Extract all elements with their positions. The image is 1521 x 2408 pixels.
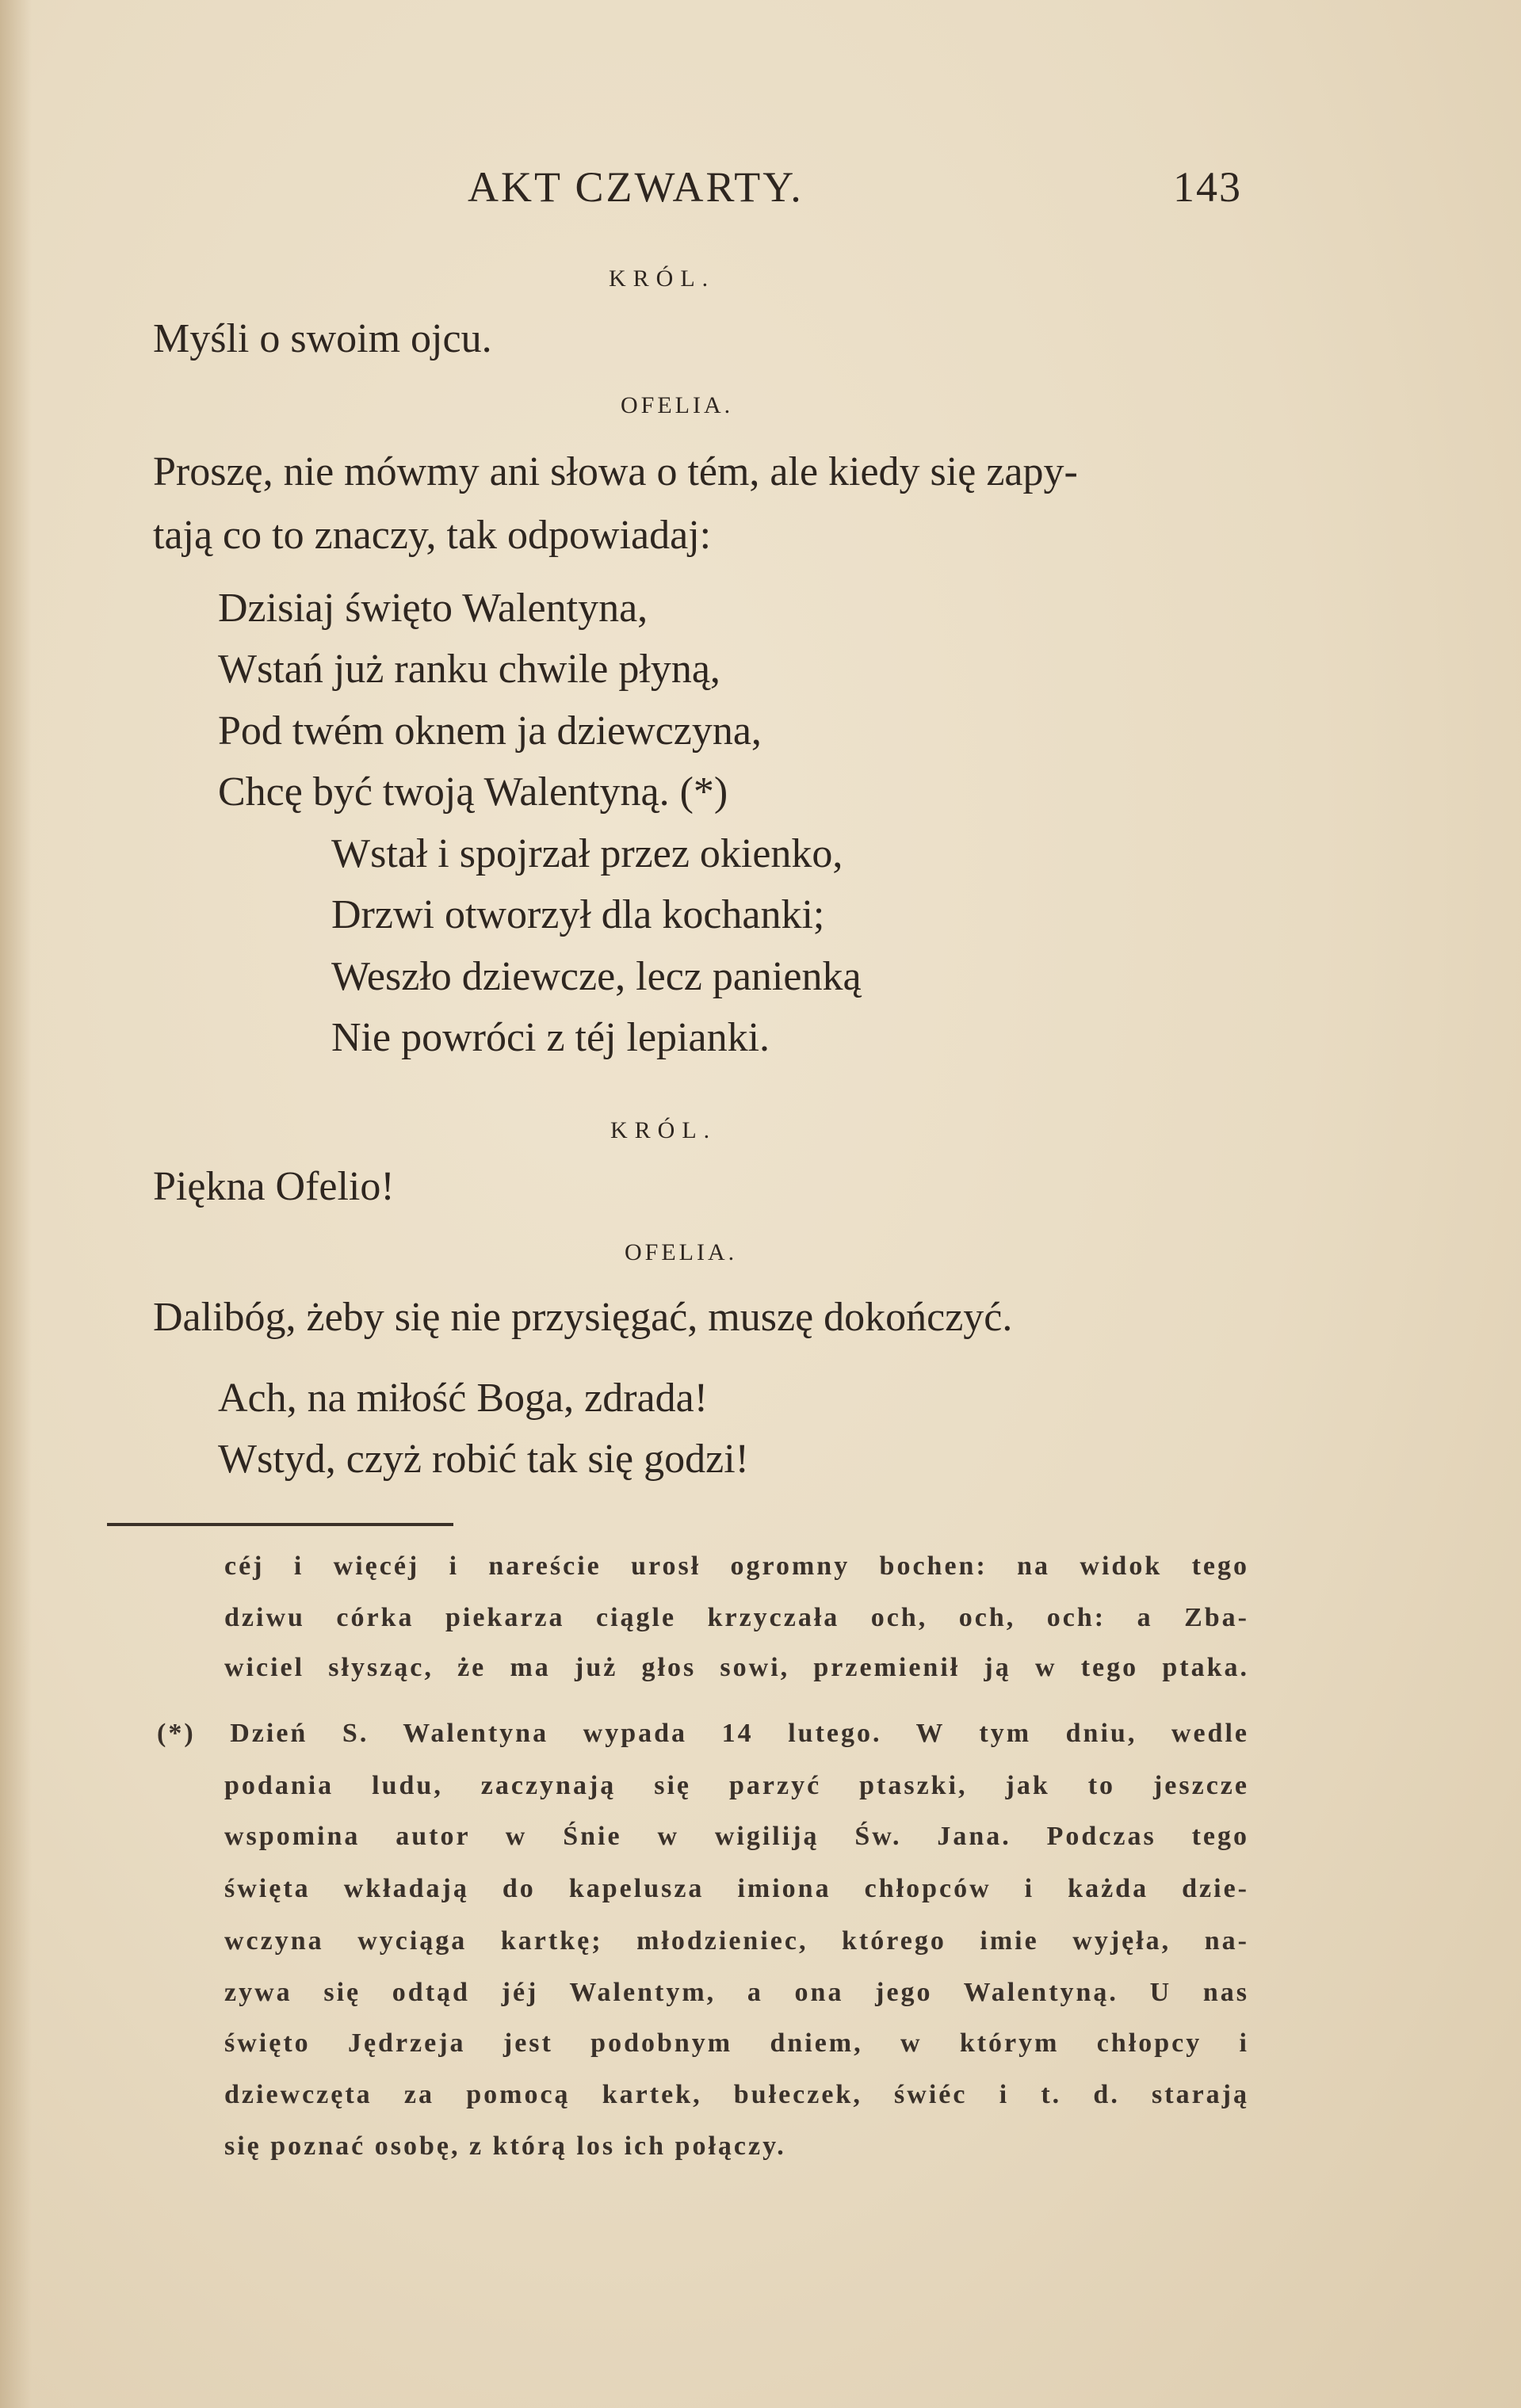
- verse-line-6: Drzwi otworzył dla kochanki;: [331, 892, 825, 937]
- verse-line-1: Dzisiaj święto Walentyna,: [218, 586, 648, 631]
- footnote-continuation-line-3: wiciel słysząc, że ma już głos sowi, przemienił ją w tego ptaka.: [224, 1653, 1249, 1682]
- footnote-note-line-1: (*) Dzień S. Walentyna wypada 14 lutego. W tym dniu, wedle: [157, 1719, 1249, 1748]
- verse-line-4: Chcę być twoją Walentyną. (*): [218, 769, 728, 815]
- line-mysli: Myśli o swoim ojcu.: [153, 316, 492, 361]
- verse-line-9: Ach, na miłość Boga, zdrada!: [218, 1376, 709, 1421]
- footnote-note-line-2: podania ludu, zaczynają się parzyć ptaszki, jak to jeszcze: [224, 1771, 1249, 1800]
- speaker-ofelia-2: OFELIA.: [625, 1239, 738, 1265]
- prose-line-3: Dalibóg, żeby się nie przysięgać, muszę dokończyć.: [153, 1295, 1013, 1340]
- verse-line-5: Wstał i spojrzał przez okienko,: [331, 831, 843, 876]
- verse-line-3: Pod twém oknem ja dziewczyna,: [218, 708, 762, 754]
- speaker-krol-2: KRÓL.: [610, 1117, 717, 1143]
- footnote-note-line-8: dziewczęta za pomocą kartek, bułeczek, świéc i t. d. starają: [224, 2080, 1249, 2109]
- footnote-continuation-line-2: dziwu córka piekarza ciągle krzyczała och, och, och: a Zba-: [224, 1603, 1249, 1632]
- page-number: 143: [1173, 163, 1242, 211]
- page-edge-shadow: [0, 0, 32, 2408]
- footnote-note-line-4: święta wkładają do kapelusza imiona chłopców i każda dzie-: [224, 1874, 1249, 1903]
- prose-line-2: tają co to znaczy, tak odpowiadaj:: [153, 513, 712, 558]
- footnote-rule: [107, 1523, 453, 1526]
- footnote-note-line-3: wspomina autor w Śnie w wigiliją Św. Jana. Podczas tego: [224, 1822, 1249, 1851]
- footnote-continuation-line-1: céj i więcéj i nareście urosł ogromny bochen: na widok tego: [224, 1551, 1249, 1581]
- verse-line-8: Nie powróci z téj lepianki.: [331, 1015, 770, 1060]
- footnote-note-line-7: święto Jędrzeja jest podobnym dniem, w którym chłopcy i: [224, 2028, 1249, 2058]
- speaker-ofelia-1: OFELIA.: [621, 392, 734, 418]
- footnote-note-line-9: się poznać osobę, z którą los ich połączy.: [224, 2131, 786, 2161]
- line-piekna-ofelio: Piękna Ofelio!: [153, 1164, 395, 1209]
- verse-line-10: Wstyd, czyż robić tak się godzi!: [218, 1437, 749, 1482]
- verse-line-2: Wstań już ranku chwile płyną,: [218, 647, 720, 692]
- footnote-note-line-6: zywa się odtąd jéj Walentym, a ona jego Walentyną. U nas: [224, 1978, 1249, 2007]
- footnote-note-line-5: wczyna wyciąga kartkę; młodzieniec, którego imie wyjęła, na-: [224, 1926, 1249, 1956]
- verse-line-7: Weszło dziewcze, lecz panienką: [331, 954, 862, 999]
- speaker-krol-1: KRÓL.: [609, 265, 716, 292]
- prose-line-1: Proszę, nie mówmy ani słowa o tém, ale kiedy się zapy-: [153, 449, 1078, 494]
- page-header: [0, 162, 1521, 218]
- running-title: AKT CZWARTY.: [468, 163, 804, 211]
